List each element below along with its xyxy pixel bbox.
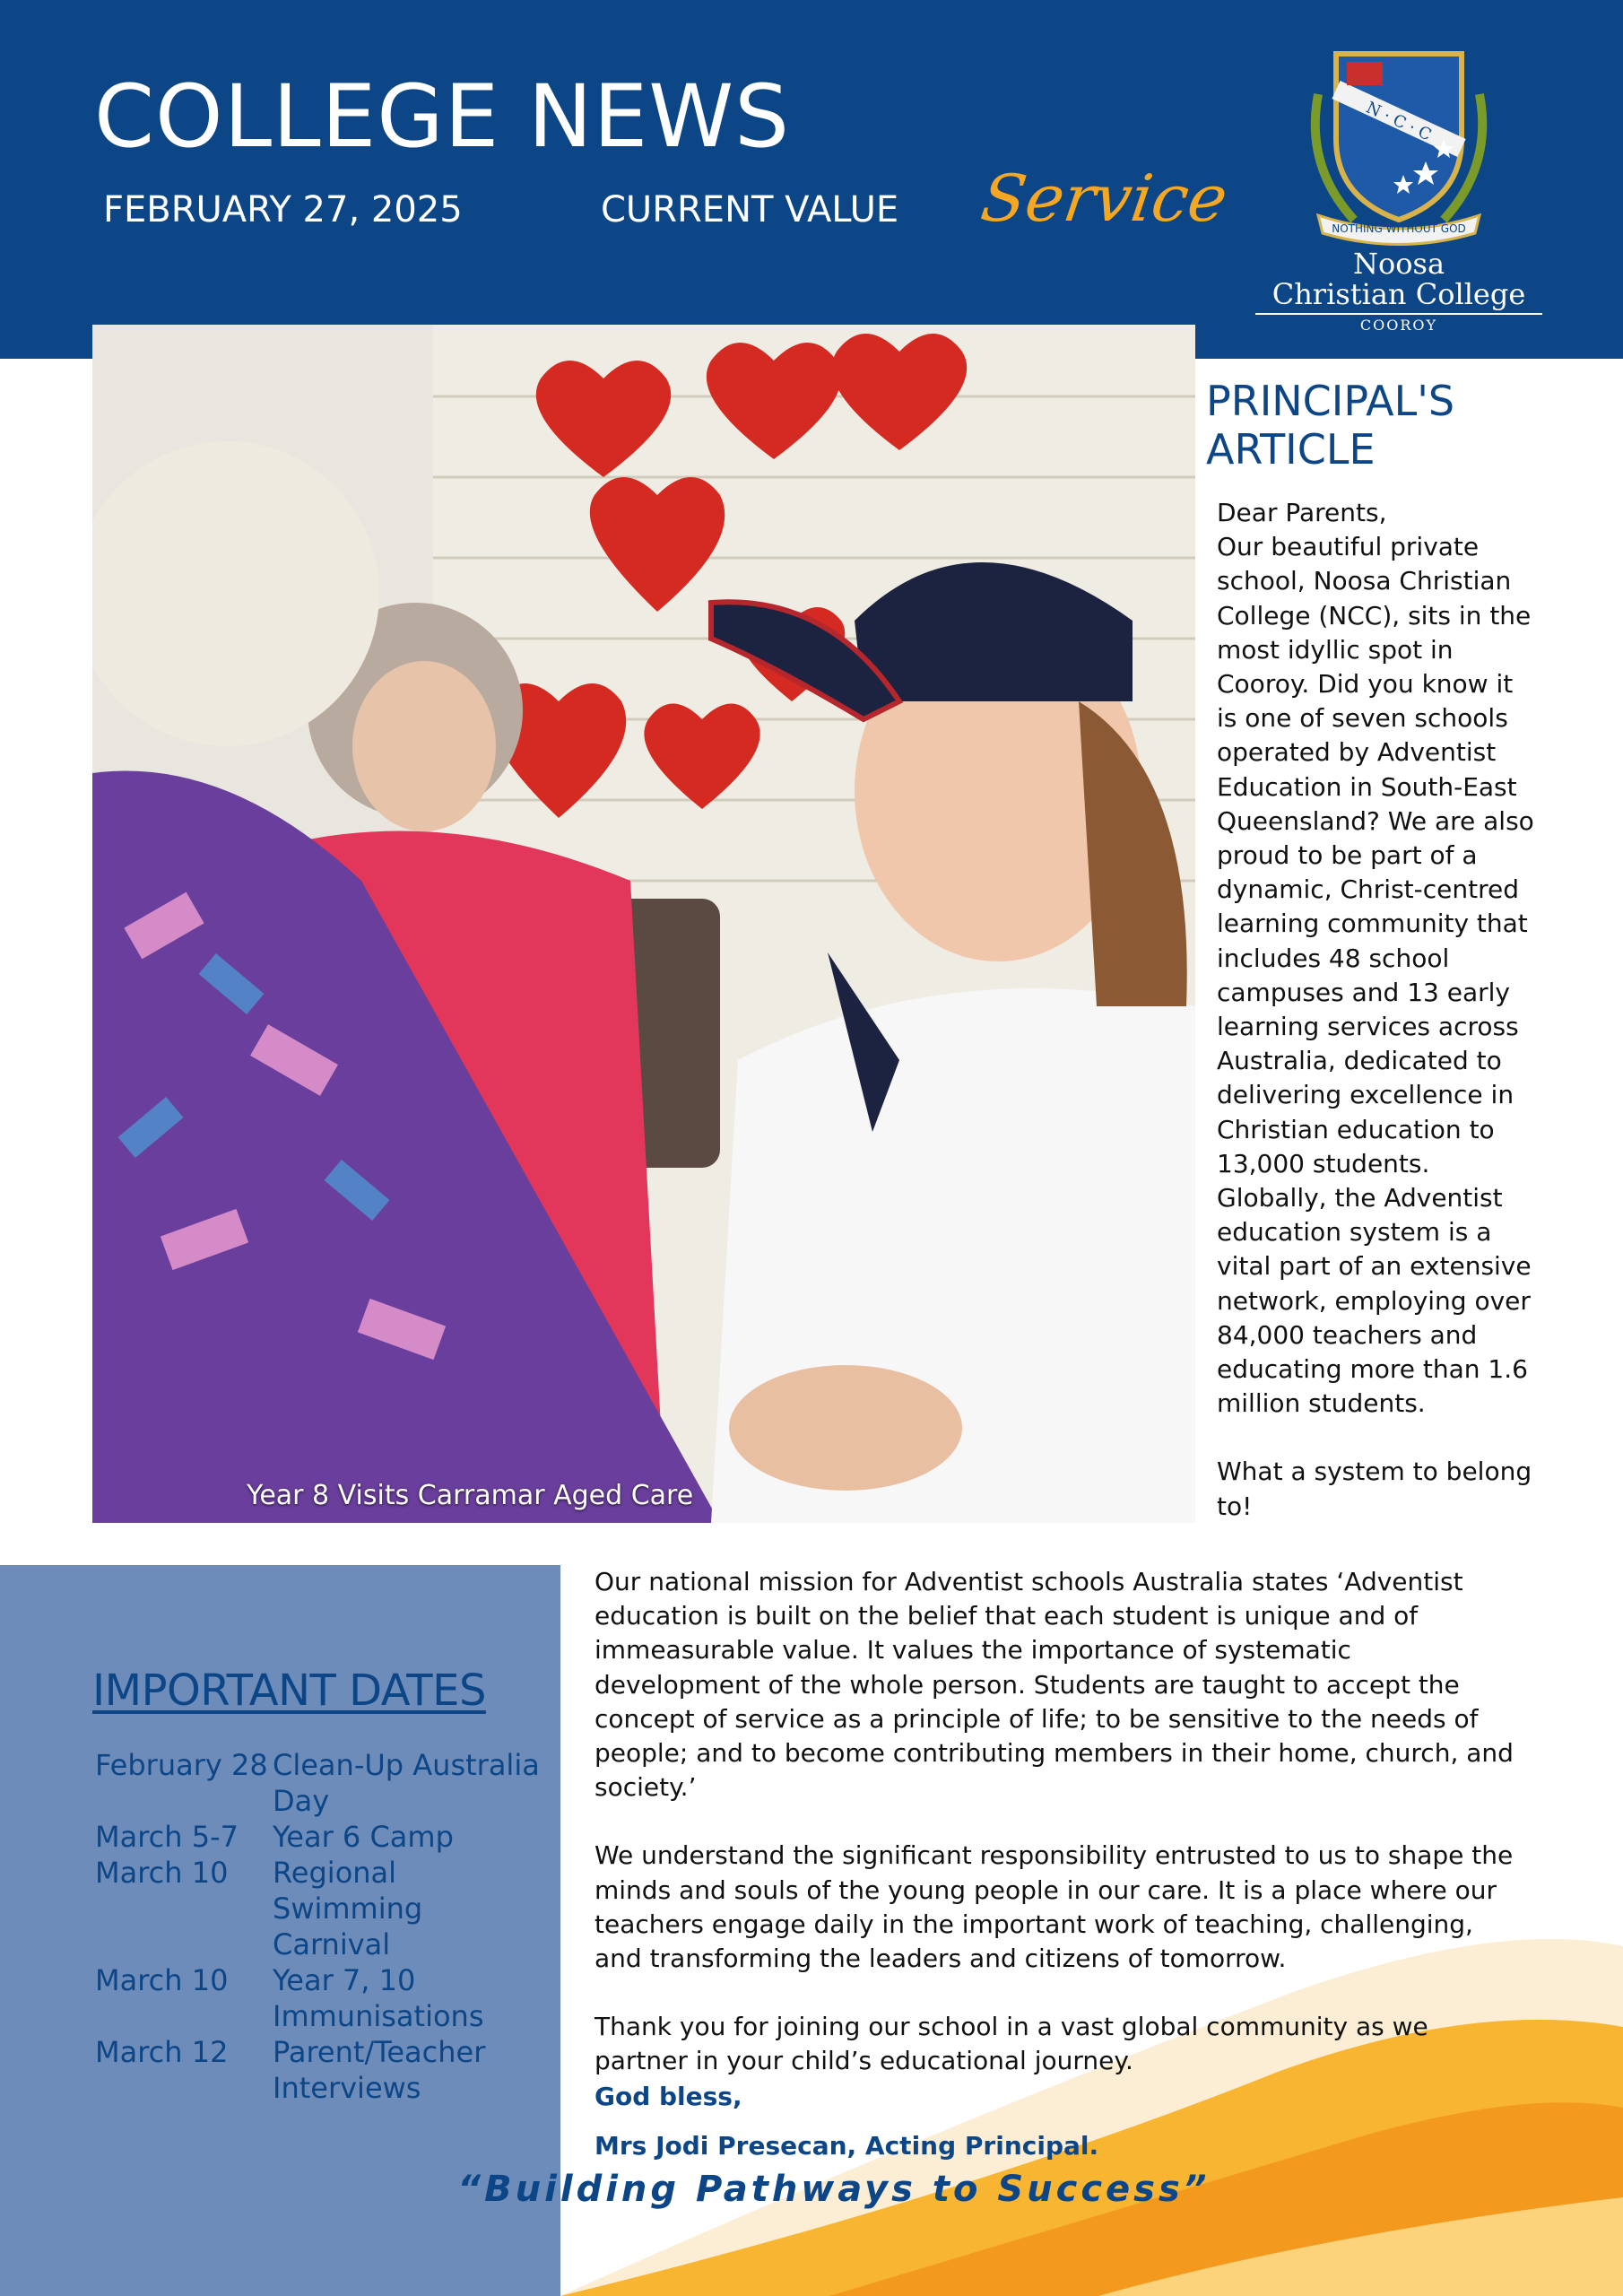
article-paragraph: Our national mission for Adventist schools Australia states ‘Adventist education is built on the belief that each student is unique and of immeasurable value. It values the importance of systematic development of the whole person. Students are taught to accept the concept of service as a principle of life; to be sensitive to the needs of people; and to become contributing members in their home, church, and society.’ bbox=[595, 1567, 1514, 1803]
issue-date: FEBRUARY 27, 2025 bbox=[103, 189, 463, 230]
college-location: COOROY bbox=[1359, 317, 1438, 335]
masthead bbox=[0, 0, 1623, 359]
current-value-label: CURRENT VALUE bbox=[601, 189, 899, 230]
newsletter-title: COLLEGE NEWS bbox=[94, 66, 791, 167]
college-motto: “Building Pathways to Success” bbox=[457, 2169, 1211, 2210]
article-intro bbox=[1217, 496, 1538, 1524]
college-name-line1: Noosa bbox=[1352, 247, 1445, 281]
date-label: March 12 bbox=[95, 2035, 229, 2069]
date-label: March 10 bbox=[95, 1856, 229, 1890]
college-name-line2: Christian College bbox=[1255, 280, 1542, 316]
current-value: Service bbox=[976, 161, 1232, 236]
article-heading: PRINCIPAL'S ARTICLE bbox=[1206, 377, 1455, 474]
date-item bbox=[95, 1962, 552, 2034]
crest-ribbon-text: NOTHING WITHOUT GOD bbox=[1332, 222, 1466, 235]
article-paragraph: What a system to belong to! bbox=[1217, 1457, 1532, 1521]
closing: God bless, bbox=[595, 2082, 742, 2111]
date-event: Year 6 Camp bbox=[273, 1820, 454, 1854]
signature: Mrs Jodi Presecan, Acting Principal. bbox=[595, 2131, 1099, 2161]
college-crest-logo bbox=[1300, 40, 1497, 247]
date-item bbox=[95, 1819, 552, 1855]
important-dates-heading: IMPORTANT DATES bbox=[92, 1665, 486, 1716]
sign-off bbox=[595, 2072, 1098, 2170]
feature-photo-illustration bbox=[92, 325, 1195, 1523]
article-paragraph: Our beautiful private school, Noosa Christian College (NCC), sits in the most idyllic spot in Cooroy. Did you know it is one of seven schools operated by Adventist Education in South-East Queensland? We are also proud to be part of a dynamic, Christ-centred learning community that includes 48 school campuses and 13 early learning services across Australia, dedicated to delivering excellence in Christian education to 13,000 students. Globally, the Adventist education system is a vital part of an extensive network, employing over 84,000 teachers and educating more than 1.6 million students. bbox=[1217, 532, 1534, 1419]
date-event: Regional Swimming Carnival bbox=[273, 1856, 423, 1961]
college-name bbox=[1255, 249, 1542, 334]
date-label: March 5-7 bbox=[95, 1820, 239, 1854]
date-event: Year 7, 10 Immunisations bbox=[273, 1963, 484, 2033]
crest-initials: N · C · C bbox=[1363, 98, 1435, 145]
article-greeting: Dear Parents, bbox=[1217, 498, 1387, 527]
important-dates-list bbox=[95, 1747, 552, 2106]
date-item bbox=[95, 1747, 552, 1819]
photo-caption: Year 8 Visits Carramar Aged Care bbox=[247, 1480, 694, 1511]
article-paragraph: We understand the significant responsibility entrusted to us to shape the minds and souls of the young people in our care. It is a place where our teachers engage daily in the important work of teaching, challenging, and transforming the leaders and citizens of tomorrow. bbox=[595, 1840, 1514, 1974]
article-body bbox=[595, 1565, 1523, 2113]
date-event: Parent/Teacher Interviews bbox=[273, 2035, 486, 2105]
date-item bbox=[95, 2034, 552, 2106]
date-event: Clean-Up Australia Day bbox=[273, 1748, 540, 1818]
feature-photo bbox=[92, 325, 1195, 1523]
date-label: March 10 bbox=[95, 1963, 229, 1997]
article-paragraph: Thank you for joining our school in a vast global community as we partner in your child’s educational journey. bbox=[595, 2012, 1428, 2076]
date-item bbox=[95, 1855, 552, 1962]
date-label: February 28 bbox=[95, 1748, 268, 1782]
